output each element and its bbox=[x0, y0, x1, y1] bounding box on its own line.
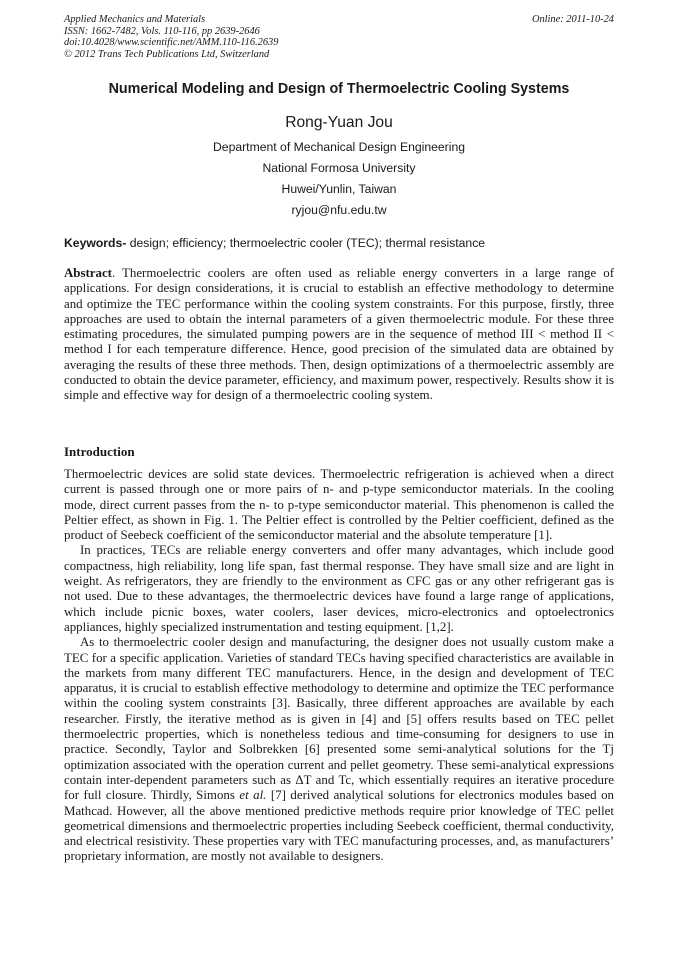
doi-line: doi:10.4028/www.scientific.net/AMM.110-116.2639 bbox=[64, 37, 279, 49]
intro-paragraph-1: Thermoelectric devices are solid state devices. Thermoelectric refrigeration is achieved when a direct current is passed through one or more pairs of n- and p-type semiconductor materials. In the cooling mode, direct current passes from the n- to p-type semiconductor material. This phenomenon is called the Peltier effect, as shown in Fig. 1. The Peltier effect is controlled by the Peltier coefficient, defined as the product of Seebeck coefficient of the semiconductor material and the absolute temperature [1]. bbox=[64, 467, 614, 543]
affiliation-location: Huwei/Yunlin, Taiwan bbox=[281, 182, 397, 196]
intro-paragraph-3 bbox=[64, 635, 614, 864]
abstract bbox=[64, 266, 614, 404]
affiliation-university: National Formosa University bbox=[262, 161, 416, 175]
section-heading-introduction: Introduction bbox=[64, 444, 135, 459]
abstract-text: . Thermoelectric coolers are often used as reliable energy converters in a large range of applications. For design considerations, it is crucial to establish an effective methodology to determine and optimize the TEC performance within the cooling system constraints. For this purpose, firstly, three approaches are used to obtain the internal parameters of a given thermoelectric module. For these three estimating procedures, the simulated pumping powers are in the sequence of method III < method II < method I for each temperature difference. Hence, good precision of the simulated data are obtained by averaging the results of these three methods. Then, design optimizations of a thermoelectric assembly are conducted to obtain the device parameter, efficiency, and maximum power, respectively. Results show it is simple and effective way for design of a thermoelectric cooling system. bbox=[64, 266, 614, 403]
abstract-label: Abstract bbox=[64, 266, 112, 280]
affiliation-department: Department of Mechanical Design Engineering bbox=[212, 140, 466, 154]
intro-paragraph-3-part-b: [7] derived analytical solutions for electronics modules based on Mathcad. However, all the above mentioned predictive methods require prior knowledge of TEC pellet geometrical dimensions and thermoelectric properties including Seebeck coefficient, thermal conductivity, and electrical resistivity. These properties vary with TEC manufacturing processes, and, as manufacturers’ proprietary information, are mostly not available to designers. bbox=[64, 788, 614, 864]
et-al: et al. bbox=[239, 788, 267, 803]
keywords-text: design; efficiency; thermoelectric cooler (TEC); thermal resistance bbox=[126, 236, 486, 250]
intro-paragraph-3-part-a: As to thermoelectric cooler design and manufacturing, the designer does not usually custom make a TEC for a specific application. Varieties of standard TECs having specified characteristics are available in the markets from many different TEC manufacturers. Hence, in the design and development of TEC apparatus, it is crucial to establish effective methodology to determine and optimize the TEC performance within the cooling system constraints [3]. Basically, three different approaches are available by each researcher. Firstly, the iterative method as is given in [4] and [5] offers results based on TEC pellet thermoelectric properties, which is nonetheless tedious and time-consuming for designers to use in practice. Secondly, Taylor and Solbrekken [6] presented some semi-analytical solutions for the Tj optimization associated with the operation current and pellet geometry. These semi-analytical expressions contain inter-dependent parameters such as ΔT and Tc, which essentially requires an iterative procedure for full closure. Thirdly, Simons bbox=[64, 635, 614, 803]
online-date: Online: 2011-10-24 bbox=[531, 14, 614, 25]
keywords bbox=[64, 236, 624, 250]
journal-name: Applied Mechanics and Materials bbox=[64, 14, 206, 25]
journal-header bbox=[64, 14, 614, 60]
paper-title: Numerical Modeling and Design of Thermoelectric Cooling Systems bbox=[108, 81, 570, 97]
author-email: ryjou@nfu.edu.tw bbox=[291, 203, 387, 217]
issn-line: ISSN: 1662-7482, Vols. 110-116, pp 2639-2646 bbox=[64, 25, 260, 37]
copyright-line: © 2012 Trans Tech Publications Ltd, Switzerland bbox=[64, 48, 270, 60]
keywords-label: Keywords- bbox=[64, 236, 127, 250]
author-name: Rong-Yuan Jou bbox=[285, 114, 393, 131]
introduction-body bbox=[64, 467, 614, 865]
intro-paragraph-2: In practices, TECs are reliable energy converters and offer many advantages, which include good compactness, high reliability, long life span, fast thermal response. They have small size and are light in weight. As refrigerators, they are friendly to the environment as CFC gas or any other refrigerant gas is not used. Due to these advantages, the thermoelectric devices have found a large range of applications, which include picnic boxes, water coolers, laser devices, micro-electronics and optoelectronics appliances, highly specialized instrumentation and testing equipment. [1,2]. bbox=[64, 543, 614, 634]
